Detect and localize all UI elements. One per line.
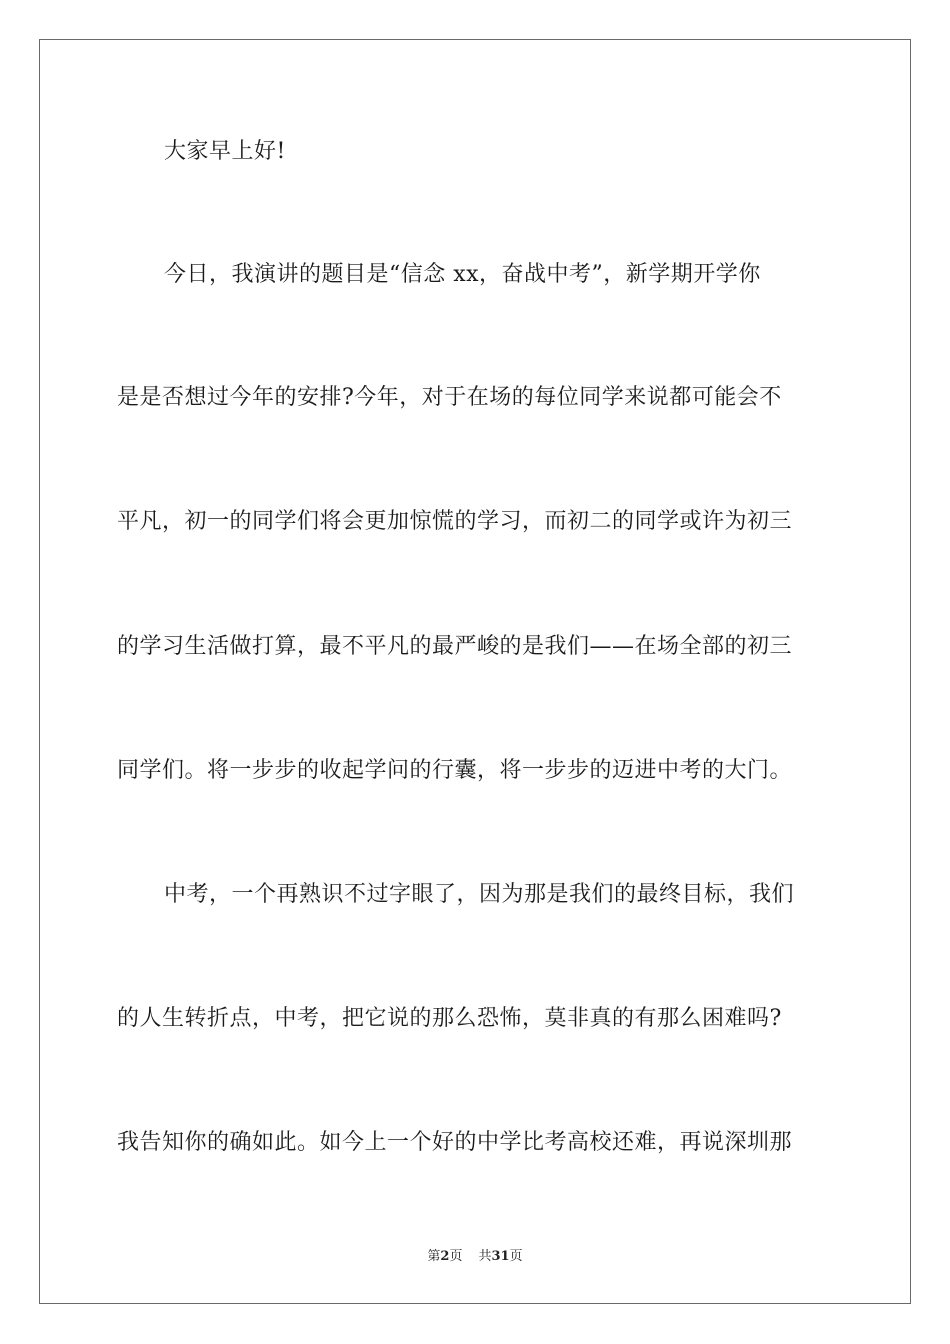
total-pages: 31 (491, 1249, 510, 1264)
page-number: 2 (440, 1249, 450, 1264)
page-frame (39, 39, 911, 1304)
paragraph-line-greeting: 大家早上好! (164, 139, 286, 164)
paragraph-line: 今日，我演讲的题目是“信念 xx，奋战中考”，新学期开学你 (164, 262, 761, 287)
total-suffix: 页 (509, 1249, 523, 1264)
page-prefix: 第 (427, 1249, 441, 1264)
total-prefix: 共 (478, 1249, 492, 1264)
paragraph-line: 我告知你的确如此。如今上一个好的中学比考高校还难，再说深圳那 (117, 1130, 793, 1155)
paragraph-line: 同学们。将一步步的收起学问的行囊，将一步步的迈进中考的大门。 (117, 758, 793, 783)
paragraph-line: 的学习生活做打算，最不平凡的最严峻的是我们——在场全部的初三 (117, 634, 793, 659)
page-footer (0, 1248, 950, 1266)
page-suffix: 页 (449, 1249, 463, 1264)
paragraph-line: 是是否想过今年的安排?今年，对于在场的每位同学来说都可能会不 (117, 385, 782, 410)
paragraph-line: 平凡，初一的同学们将会更加惊慌的学习，而初二的同学或许为初三 (117, 509, 793, 534)
paragraph-line: 的人生转折点，中考，把它说的那么恐怖，莫非真的有那么困难吗? (117, 1006, 782, 1031)
paragraph-line: 中考，一个再熟识不过字眼了，因为那是我们的最终目标，我们 (164, 882, 795, 907)
